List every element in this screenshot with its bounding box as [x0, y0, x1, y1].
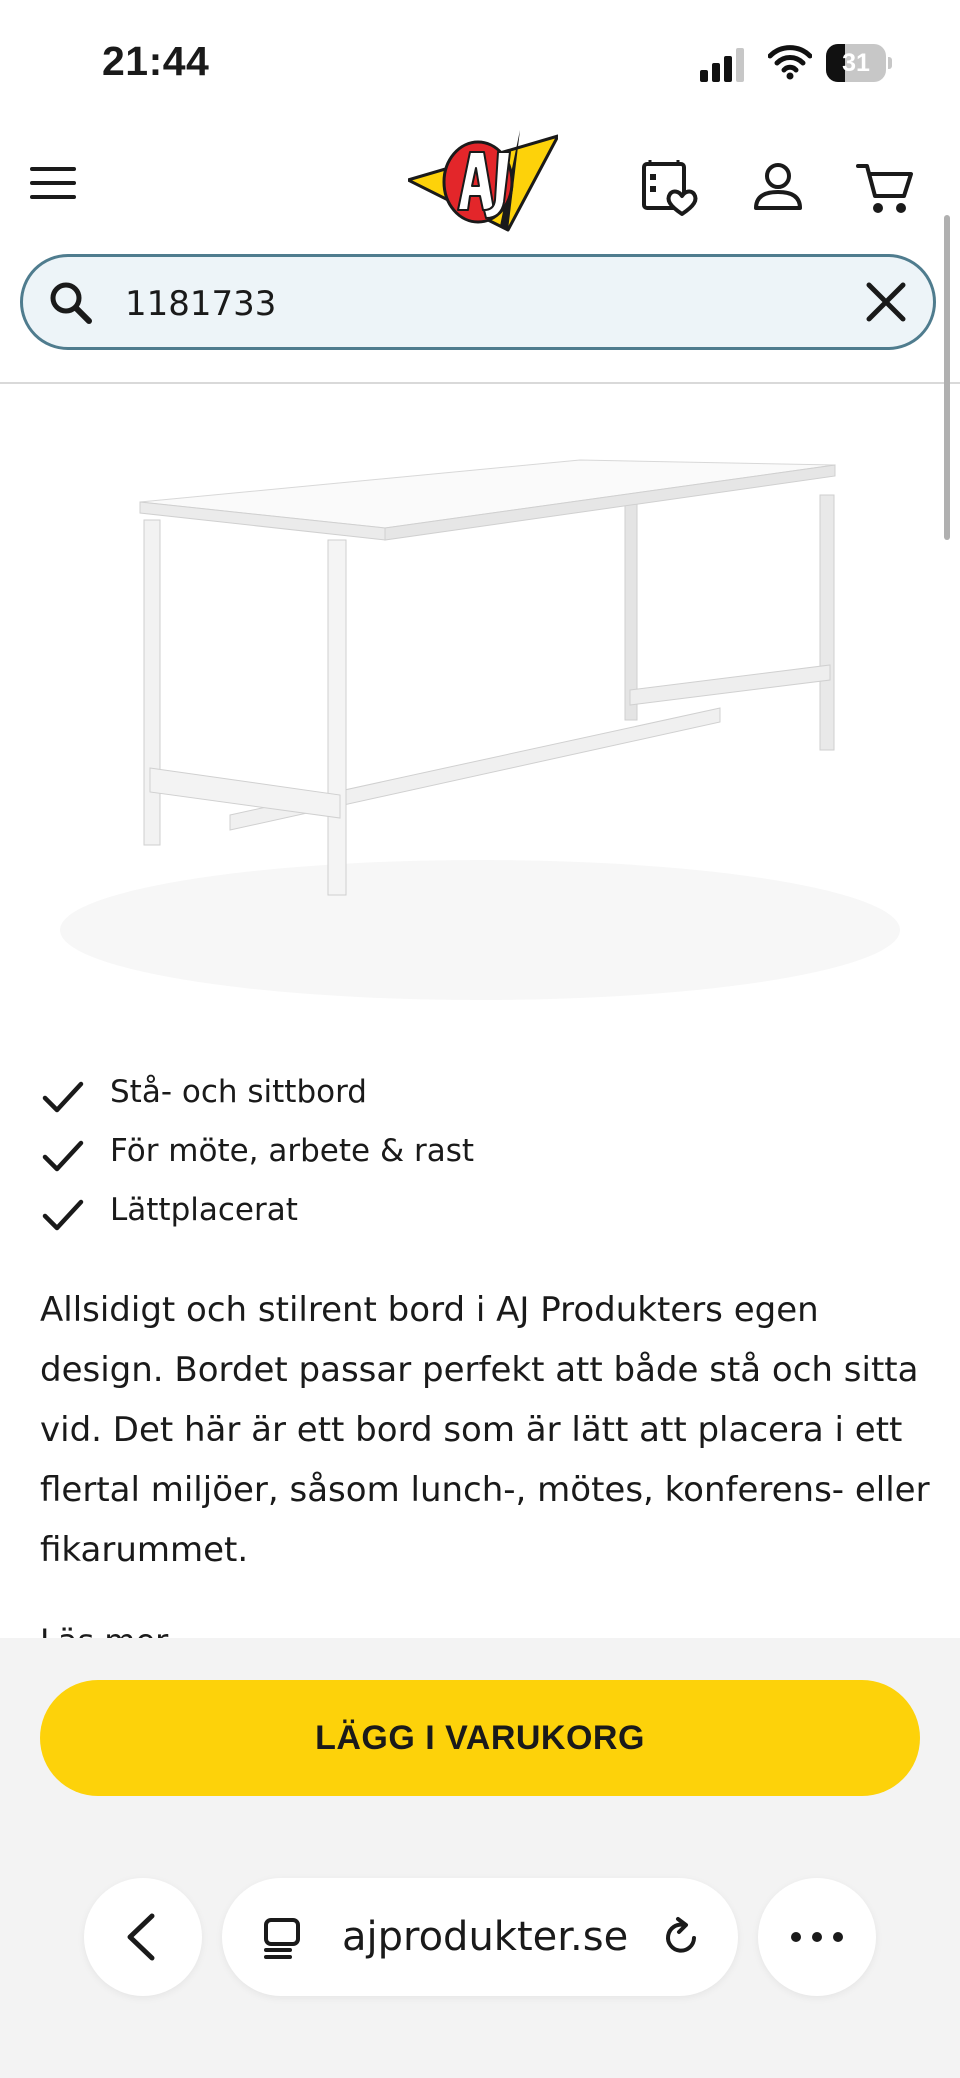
- product-description: Allsidigt och stilrent bord i AJ Produkters egen design. Bordet passar perfekt att både stå och sitta vid. Det här är ett bord som är lätt att placera i ett flertal miljöer, såsom lunch-, mötes, konferens- eller fikarummet.: [40, 1290, 930, 1570]
- search-input[interactable]: [123, 275, 767, 333]
- chevron-left-icon: [84, 1878, 202, 1996]
- feature-label: Lättplacerat: [110, 1192, 298, 1228]
- tab-overview-icon[interactable]: [260, 1916, 304, 1960]
- back-button[interactable]: [84, 1878, 202, 1996]
- check-icon: [42, 1198, 84, 1234]
- more-icon: [758, 1878, 876, 1996]
- more-button[interactable]: [758, 1878, 876, 1996]
- check-icon: [42, 1139, 84, 1175]
- wifi-icon: [768, 44, 812, 80]
- add-to-cart-button[interactable]: LÄGG I VARUKORG: [40, 1680, 920, 1796]
- user-icon[interactable]: [748, 158, 808, 218]
- feature-item: [40, 1129, 920, 1188]
- browser-toolbar: [0, 1878, 960, 1998]
- feature-item: [40, 1188, 920, 1247]
- site-header: [0, 120, 960, 250]
- feature-label: Stå- och sittbord: [110, 1074, 367, 1110]
- url-bar[interactable]: [222, 1878, 738, 1996]
- shopping-cart-icon[interactable]: [856, 158, 916, 218]
- feature-item: [40, 1070, 920, 1129]
- close-icon[interactable]: [863, 279, 909, 325]
- aj-logo[interactable]: [408, 130, 558, 240]
- url-text: ajprodukter.se: [342, 1914, 629, 1960]
- header-divider: [0, 382, 960, 384]
- hamburger-menu-icon[interactable]: [30, 165, 78, 205]
- status-time: 21:44: [102, 38, 210, 84]
- feature-list: [40, 1070, 920, 1247]
- scrollbar[interactable]: [944, 215, 950, 540]
- battery-icon: [826, 44, 890, 82]
- search-icon[interactable]: [47, 279, 95, 327]
- battery-percent: 31: [842, 49, 870, 77]
- feature-label: För möte, arbete & rast: [110, 1133, 475, 1169]
- search-bar[interactable]: [20, 254, 936, 350]
- status-bar: [0, 0, 960, 120]
- check-icon: [42, 1080, 84, 1116]
- cellular-signal-icon: [700, 48, 748, 82]
- wishlist-heart-icon[interactable]: [640, 158, 700, 218]
- reload-icon[interactable]: [660, 1916, 704, 1960]
- product-image: [40, 400, 920, 1040]
